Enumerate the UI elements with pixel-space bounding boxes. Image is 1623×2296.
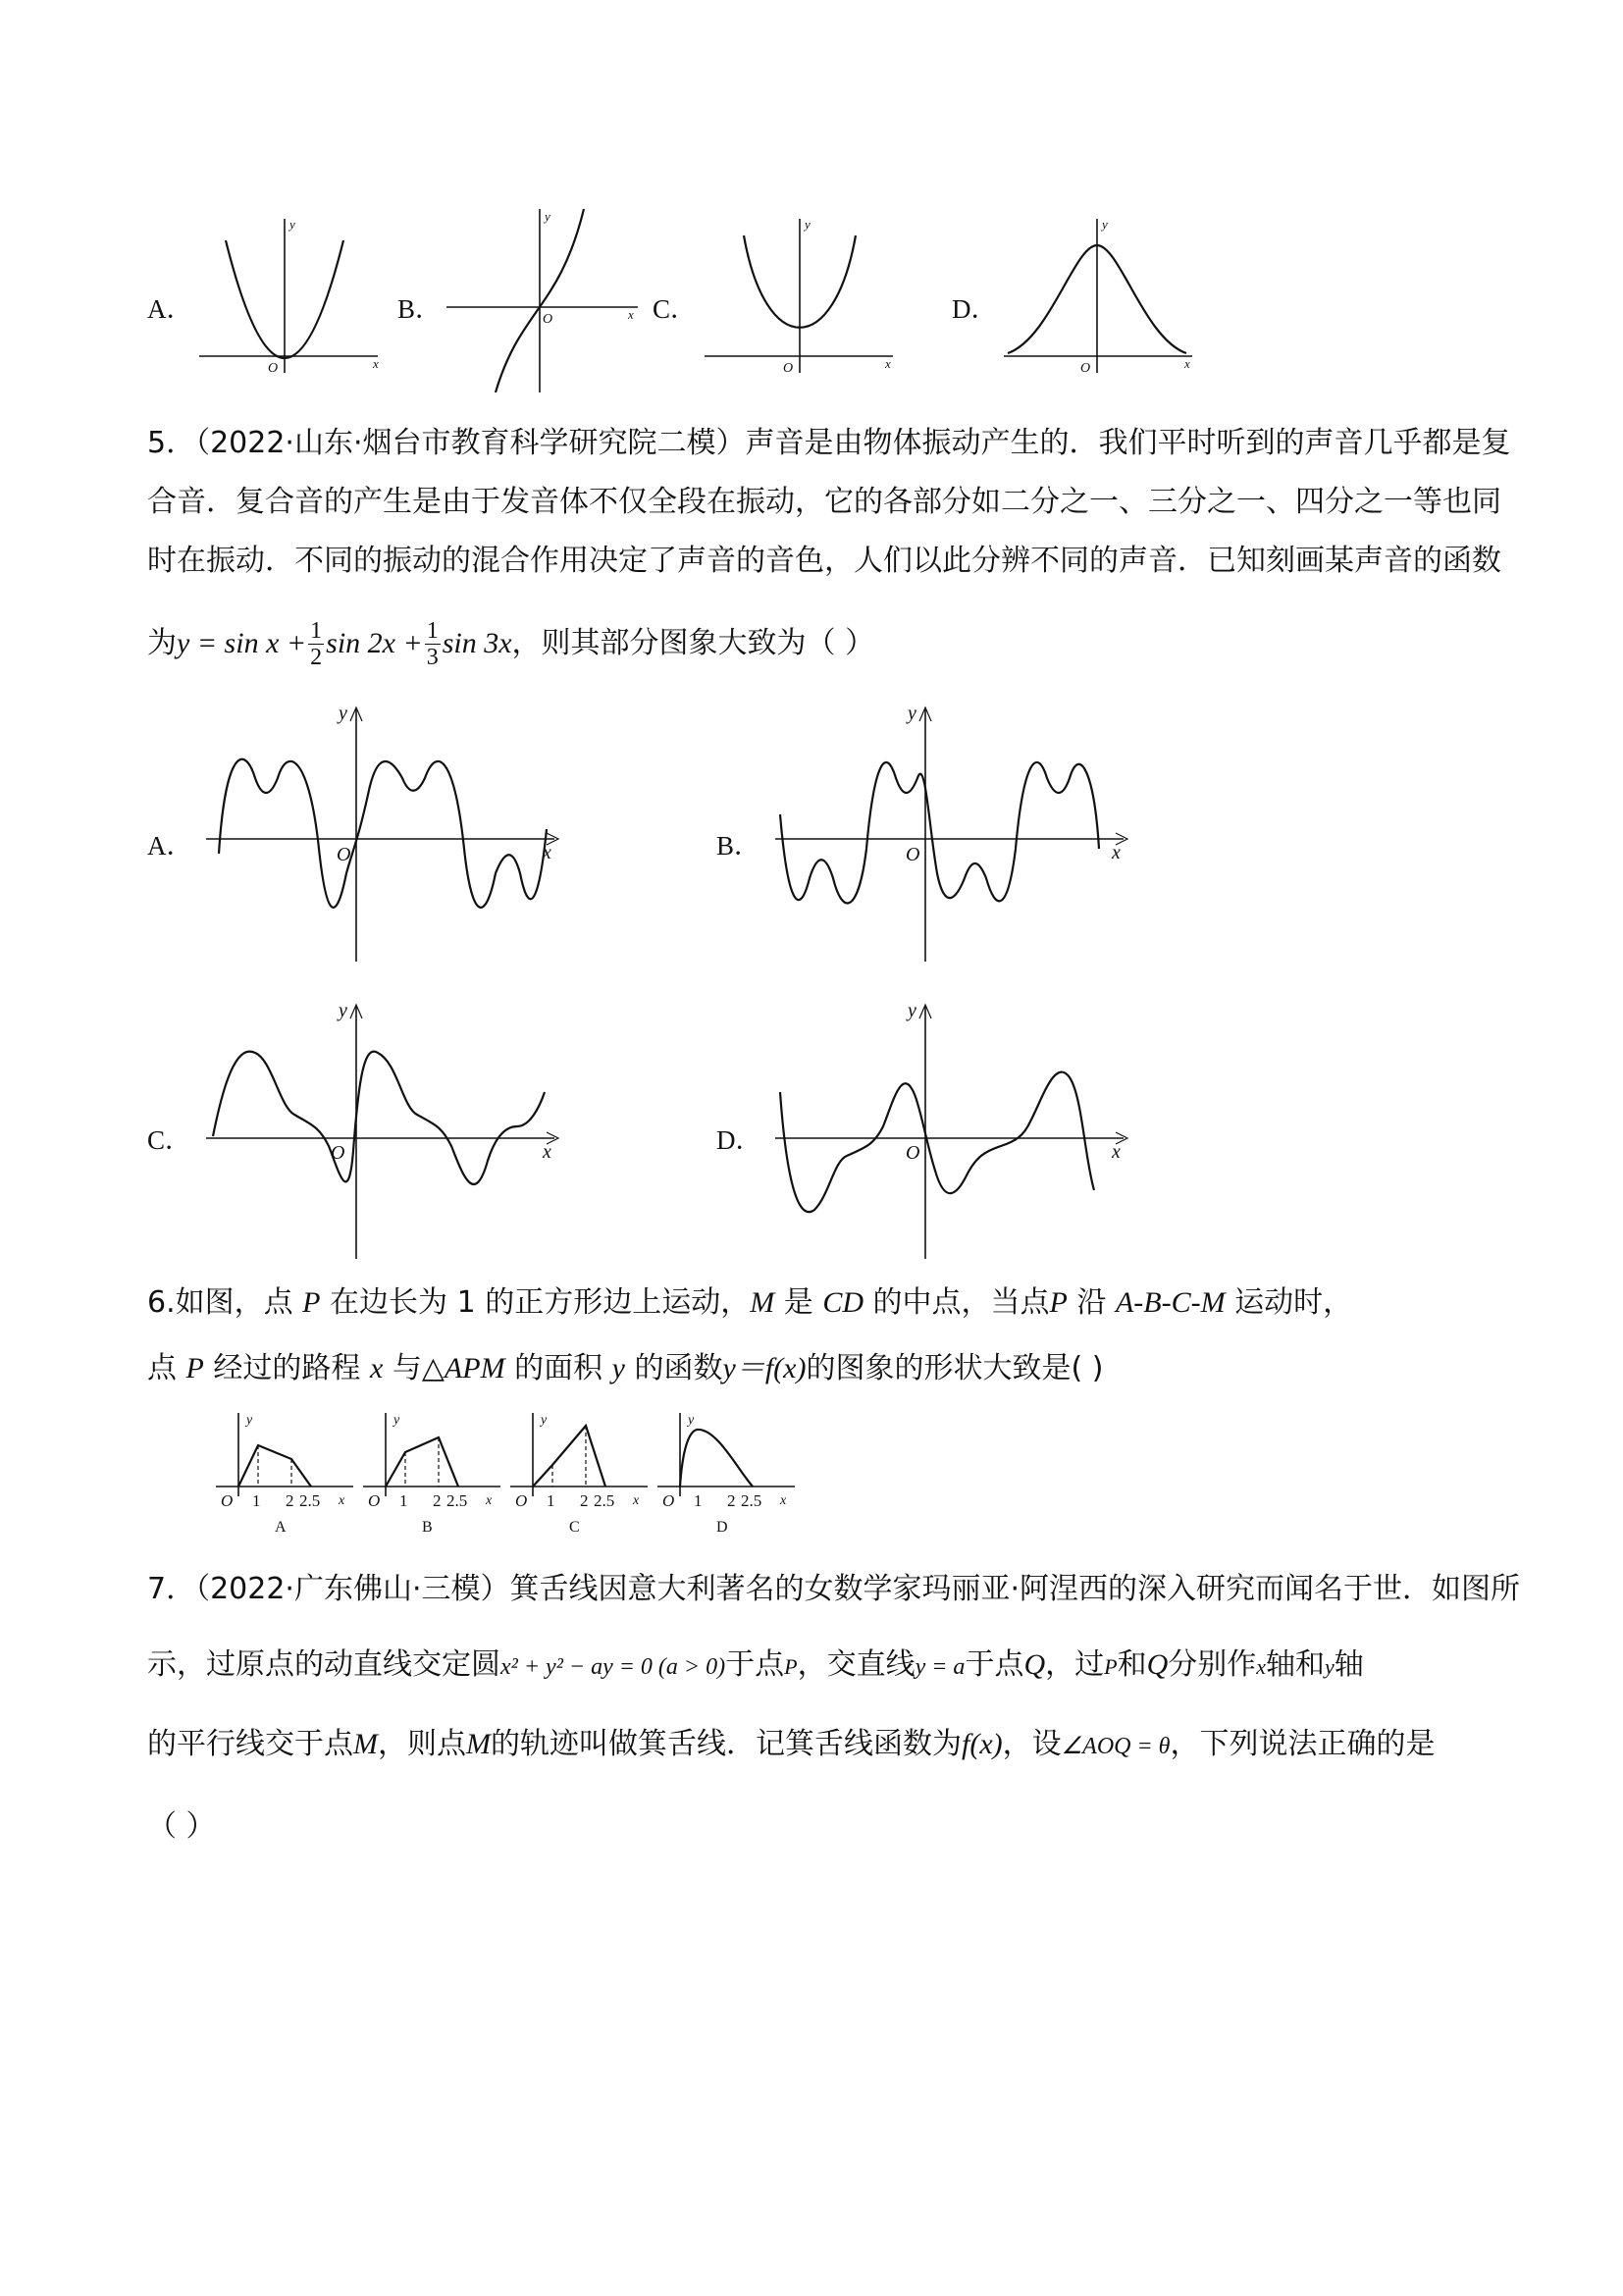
q6-graph-c [505, 1408, 653, 1540]
q6-a-x: x [339, 1493, 345, 1508]
q6-text: 与△ [392, 1351, 445, 1385]
q6-graph-a [211, 1408, 358, 1540]
q5-frac1-num: 1 [310, 618, 323, 644]
q6-a-tick-3: 2.5 [299, 1491, 321, 1510]
q4-option-d-label: D． [952, 294, 998, 324]
q6-b-y: y [393, 1413, 400, 1428]
q5-option-d-label: D． [716, 1125, 762, 1155]
q7-line-3 [147, 1725, 1435, 1766]
q5-frac1-den: 2 [310, 645, 323, 670]
q6-d-y: y [688, 1413, 695, 1428]
q5-d-y-label: y [908, 1000, 916, 1021]
q4-d-y-label: y [1102, 217, 1108, 232]
q6-c-o: O [515, 1491, 528, 1510]
q4-b-y-label: y [545, 209, 550, 224]
q6-c-tick-3: 2.5 [594, 1491, 615, 1510]
q5-line-2: 合音．复合音的产生是由于发音体不仅全段在振动，它的各部分如二分之一、三分之一、四分之一等也同 [147, 485, 1501, 519]
q5-a-x-label: x [543, 842, 551, 863]
q7-text: ，则点 [378, 1727, 466, 1761]
q7-line-4: （ ） [147, 1809, 216, 1844]
q6-var-p: P [302, 1286, 321, 1319]
q5-formula-part-3: sin 3x [442, 627, 512, 659]
q5-line-4-suffix: ，则其部分图象大致为（ ） [511, 626, 875, 660]
q5-option-b-label: B． [716, 831, 761, 861]
q6-c-x: x [633, 1493, 640, 1508]
q6-b-x: x [486, 1493, 493, 1508]
q7-text: ，下列说法正确的是 [1170, 1727, 1436, 1761]
q7-var-m: M [466, 1728, 491, 1760]
q4-c-x-label: x [885, 356, 891, 371]
q7-text: ，过 [1045, 1647, 1105, 1682]
q4-option-a-label: A． [147, 294, 193, 324]
q5-formula-part-1: y = sin x + [177, 627, 307, 659]
q4-b-origin: O [543, 312, 553, 327]
q6-text: 是 [783, 1285, 813, 1320]
q5-b-x-label: x [1112, 842, 1121, 863]
q6-var-y: y [611, 1352, 625, 1384]
q5-option-a-label: A． [147, 831, 193, 861]
q6-text: 6.如图，点 [147, 1285, 293, 1320]
q5-b-y-label: y [908, 703, 916, 724]
q6-d-o: O [662, 1491, 675, 1510]
q5-a-origin: O [337, 844, 351, 865]
q6-d-x: x [780, 1493, 787, 1508]
q5-graph-d [770, 999, 1143, 1264]
q5-line-3: 时在振动．不同的振动的混合作用决定了声音的音色，人们以此分辨不同的声音．已知刻画某声音的函数 [147, 544, 1501, 578]
q6-a-caption: A [275, 1519, 287, 1536]
q7-var-x: x [1256, 1654, 1266, 1679]
q6-text: 点 [147, 1351, 177, 1385]
q4-option-c-label: C． [653, 294, 698, 324]
q6-c-caption: C [569, 1519, 580, 1536]
q5-d-origin: O [906, 1142, 920, 1164]
q6-d-caption: D [716, 1519, 728, 1536]
q7-text: 示，过原点的动直线交定圆 [147, 1647, 500, 1682]
q4-a-origin: O [268, 361, 279, 376]
q4-a-y-label: y [289, 217, 295, 232]
q6-b-tick-2: 2 [433, 1491, 442, 1510]
q5-c-x-label: x [543, 1141, 551, 1163]
q6-text: 的中点，当点 [872, 1285, 1050, 1320]
q4-graph-c [697, 211, 903, 378]
q6-var-x: x [369, 1352, 384, 1384]
q6-d-tick-1: 1 [694, 1491, 703, 1510]
q5-frac2-den: 3 [426, 645, 439, 670]
q4-option-b-label: B． [397, 294, 443, 324]
q7-var-p: P [784, 1654, 798, 1679]
q6-d-tick-3: 2.5 [741, 1491, 762, 1510]
q5-formula-part-2: sin 2x + [326, 627, 423, 659]
q6-text: 的函数 [634, 1351, 723, 1385]
q6-var-m: M [750, 1286, 775, 1319]
q6-b-o: O [368, 1491, 381, 1510]
q7-text: 于点 [725, 1647, 785, 1682]
q5-line-1: 5．（2022·山东·烟台市教育科学研究院二模）声音是由物体振动产生的．我们平时听到的声音几乎都是复 [147, 426, 1511, 460]
q6-text: 经过的路程 [213, 1351, 361, 1385]
q7-text: 的平行线交于点 [147, 1727, 353, 1761]
q6-graph-d [653, 1408, 800, 1540]
q5-fraction-1 [308, 618, 324, 670]
q6-line-2 [147, 1349, 1103, 1388]
q7-line-1: 7．（2022·广东佛山·三模）箕舌线因意大利著名的女数学家玛丽亚·阿涅西的深入研究而闻名于世．如图所 [147, 1572, 1521, 1606]
q6-b-tick-3: 2.5 [446, 1491, 468, 1510]
q6-text: 的面积 [514, 1351, 603, 1385]
q6-text: 运动时， [1234, 1285, 1353, 1320]
q5-option-c-label: C． [147, 1125, 192, 1155]
q6-var-apm: APM [444, 1352, 505, 1384]
q4-b-x-label: x [628, 307, 634, 322]
q7-text: 和 [1117, 1647, 1147, 1682]
q7-line-2 [147, 1645, 1364, 1687]
q6-c-tick-2: 2 [580, 1491, 589, 1510]
q5-c-y-label: y [339, 1000, 347, 1021]
q6-c-y: y [541, 1413, 548, 1428]
q7-var-q: Q [1023, 1648, 1046, 1681]
q7-text: ，交直线 [797, 1647, 916, 1682]
q7-text: 轴 [1334, 1647, 1364, 1682]
q4-graph-a [191, 211, 388, 378]
q5-graph-b [770, 702, 1143, 966]
q6-text: 沿 [1076, 1285, 1107, 1320]
q5-fraction-2 [425, 618, 441, 670]
q7-var-y: y [1325, 1654, 1335, 1679]
q5-graph-c [201, 999, 574, 1264]
q6-a-tick-1: 1 [252, 1491, 261, 1510]
q4-d-x-label: x [1184, 356, 1190, 371]
q7-line-equation: y = a [915, 1654, 966, 1680]
q7-text: ，设 [1002, 1727, 1062, 1761]
q6-var-cd: CD [822, 1286, 864, 1319]
q6-var-p: P [185, 1352, 204, 1384]
q7-var-q: Q [1146, 1648, 1169, 1681]
q7-function: f(x) [962, 1728, 1003, 1760]
q6-graph-b [358, 1408, 505, 1540]
q6-line-1 [147, 1283, 1352, 1323]
q7-text: 的轨迹叫做箕舌线．记箕舌线函数为 [491, 1727, 962, 1761]
q6-function: y＝f(x) [722, 1352, 807, 1384]
q5-a-y-label: y [339, 703, 347, 724]
q7-var-p: P [1104, 1654, 1118, 1679]
q4-d-origin: O [1080, 361, 1091, 376]
q4-c-y-label: y [805, 217, 811, 232]
q7-text: 轴和 [1266, 1647, 1325, 1682]
q5-d-x-label: x [1112, 1141, 1121, 1163]
q7-text: 分别作 [1168, 1647, 1257, 1682]
q5-frac2-num: 1 [426, 618, 439, 644]
q4-c-origin: O [783, 361, 794, 376]
q4-a-x-label: x [373, 356, 379, 371]
q6-c-tick-1: 1 [547, 1491, 555, 1510]
q6-path: A-B-C-M [1115, 1286, 1226, 1319]
q6-b-tick-1: 1 [399, 1491, 408, 1510]
q5-graph-a [201, 702, 574, 966]
q6-a-o: O [221, 1491, 234, 1510]
q6-text: 在边长为 1 的正方形边上运动， [330, 1285, 751, 1320]
q4-graph-d [996, 211, 1202, 378]
q4-graph-b [442, 201, 648, 397]
q7-text: 于点 [965, 1647, 1024, 1682]
q7-angle: ∠AOQ = θ [1061, 1734, 1171, 1759]
q6-text: 的图象的形状大致是( ) [806, 1351, 1104, 1385]
q5-line-4 [147, 618, 874, 670]
q6-var-p: P [1049, 1286, 1068, 1319]
q7-circle-equation: x² + y² − ay = 0 (a > 0) [500, 1654, 726, 1680]
q6-a-y: y [246, 1413, 253, 1428]
q7-var-m: M [353, 1728, 378, 1760]
q6-a-tick-2: 2 [286, 1491, 294, 1510]
q5-c-origin: O [331, 1142, 345, 1164]
q6-b-caption: B [422, 1519, 433, 1536]
q5-line-4-prefix: 为 [147, 626, 177, 660]
q5-b-origin: O [906, 844, 920, 865]
q6-d-tick-2: 2 [727, 1491, 736, 1510]
